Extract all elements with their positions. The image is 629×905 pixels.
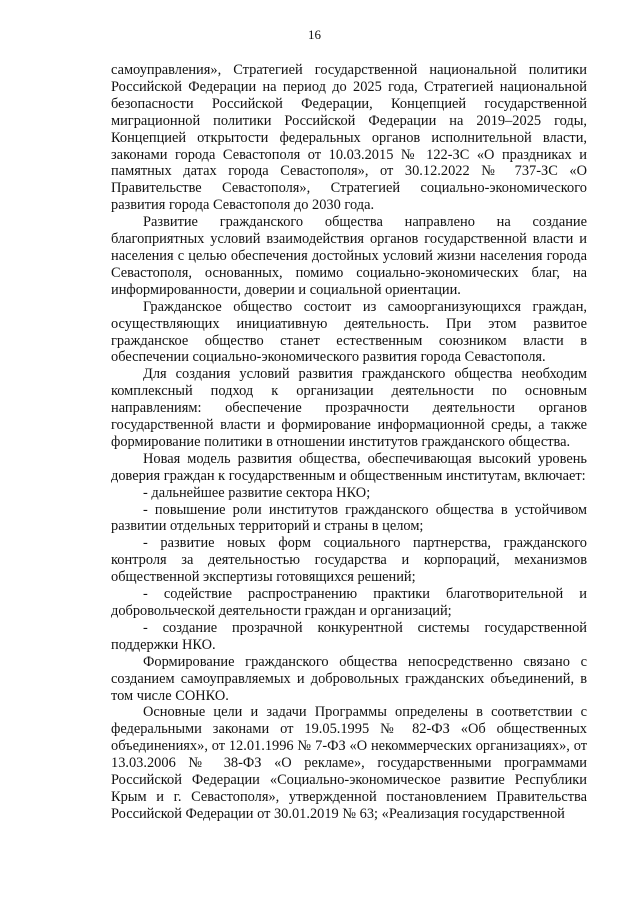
paragraph-civil-associations: Формирование гражданского общества непосредственно связано с созданием самоуправляемых и добровольных гражданских объединений, в том числе СОНКО. xyxy=(111,653,587,704)
document-body xyxy=(111,62,587,823)
list-item-nko-sector: - дальнейшее развитие сектора НКО; xyxy=(143,484,371,501)
paragraph-civil-society-development: Развитие гражданского общества направлено на создание благоприятных условий взаимодействия органов государственной власти и населения с целью обеспечения достойных условий жизни населения города Севастополя, основанных, помимо социально-экономических благ, на информированности, доверии и социальной ориентации. xyxy=(111,214,587,298)
list-item-institutions-role: - повышение роли институтов гражданского общества в устойчивом развитии отдельных территорий и страны в целом; xyxy=(111,501,587,535)
list-item-state-support-system: - создание прозрачной конкурентной системы государственной поддержки НКО. xyxy=(111,619,587,653)
paragraph-comprehensive-approach: Для создания условий развития гражданского общества необходим комплексный подход к организации деятельности по основным направлениям: обеспечение прозрачности деятельности органов государственной власти и формирование информационной среды, а также формирование политики в отношении институтов гражданского общества. xyxy=(111,366,587,450)
page-number: 16 xyxy=(308,27,321,42)
paragraph-civil-society-composition: Гражданское общество состоит из самоорганизующихся граждан, осуществляющих инициативную деятельность. При этом развитое гражданское общество станет естественным союзником власти в обеспечении социально-экономического развития города Севастополя. xyxy=(111,298,587,366)
list-item-charity-support: - содействие распространению практики благотворительной и добровольческой деятельности граждан и организаций; xyxy=(111,586,587,619)
list-item-social-partnership: - развитие новых форм социального партнерства, гражданского контроля за деятельностью государства и корпораций, механизмов общественной экспертизы готовящихся решений; xyxy=(111,535,587,586)
paragraph-continuation: самоуправления», Стратегией государственной национальной политики Российской Федерации на период до 2025 года, Стратегией национальной безопасности Российской Федерации, Концепцией государственной миграционной политики Российской Федерации на 2019–2025 годы, Концепцией открытости федеральных органов исполнительной власти, законами города Севастополя от 10.03.2015 № 122-ЗС «О праздниках и памятных датах города Севастополя», от 30.12.2022 № 737-ЗС «О Правительстве Севастополя», Стратегией социально-экономического развития города Севастополя до 2030 года. xyxy=(111,62,587,214)
paragraph-program-goals: Основные цели и задачи Программы определены в соответствии с федеральными законами от 19.05.1995 № 82-ФЗ «Об общественных объединениях», от 12.01.1996 № 7-ФЗ «О некоммерческих организациях», от 13.03.2006 № 38-ФЗ «О рекламе», государственными программами Российской Федерации «Социально-экономическое развитие Республики Крым и г. Севастополя», утвержденной постановлением Правительства Российской Федерации от 30.01.2019 № 63; «Реализация государственной xyxy=(111,704,587,822)
paragraph-new-model: Новая модель развития общества, обеспечивающая высокий уровень доверия граждан к государственным и общественным институтам, включает: xyxy=(111,450,587,484)
